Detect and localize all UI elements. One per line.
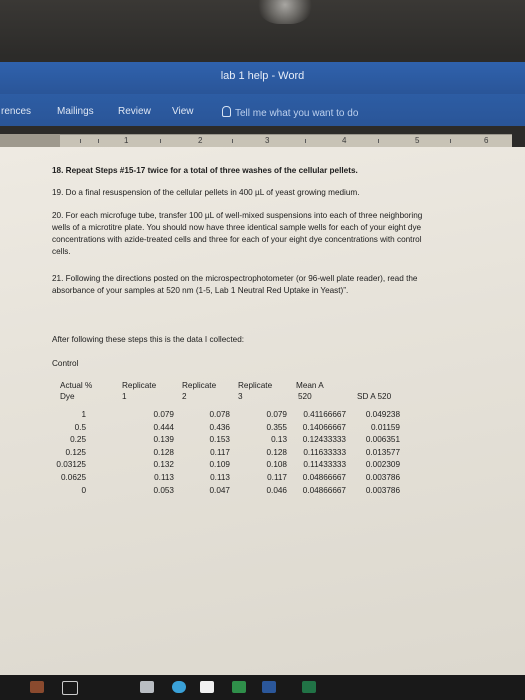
table-cell: 0.132 <box>153 460 174 470</box>
window-title: lab 1 help - Word <box>220 70 305 82</box>
step-20-line-2: wells of a microtitre plate. You should now have three identical sample wells for each of your eight dye <box>52 223 422 232</box>
step-21-line-1: 21. Following the directions posted on the microspectrophotometer (or 96-well plate reader), read the <box>52 274 418 283</box>
table-cell: 0.0625 <box>60 473 86 482</box>
table-cell: 0.04866667 <box>302 473 346 482</box>
table-cell: 0.03125 <box>56 460 86 470</box>
table-cell: 0.046 <box>266 485 287 495</box>
step-20-line-4: cells. <box>52 247 71 256</box>
table-cell: 0.444 <box>153 422 174 432</box>
table-cell: 0.113 <box>210 473 230 482</box>
store-icon[interactable] <box>232 681 246 693</box>
step-21-line-2: absorbance of your samples at 520 nm (1-5, Lab 1 Neutral Red Uptake in Yeast)”. <box>52 286 349 295</box>
edge-icon[interactable] <box>172 681 186 693</box>
table-cell: 0.12433333 <box>302 435 346 445</box>
start-icon[interactable] <box>30 681 44 693</box>
word-icon[interactable] <box>262 681 276 693</box>
ruler-tick <box>305 139 306 143</box>
table-cell: 0.003786 <box>365 473 400 482</box>
table-cell: 0 <box>81 485 86 495</box>
ruler-tick <box>160 139 161 143</box>
table-cell: 0.003786 <box>365 485 400 495</box>
header-sd: SD A 520 <box>357 392 392 401</box>
table-cell: 0.053 <box>153 485 174 495</box>
ruler-tick <box>98 139 99 143</box>
ruler-tick <box>450 139 451 143</box>
table-cell: 0.117 <box>210 447 230 457</box>
calendar-icon[interactable] <box>140 681 154 693</box>
ruler-mark: 2 <box>198 136 203 145</box>
table-cell: 0.047 <box>209 485 230 495</box>
ruler-mark: 1 <box>124 136 129 145</box>
step-20-line-1: 20. For each microfuge tube, transfer 100 µL of well-mixed suspensions into each of three neighboring <box>52 211 423 220</box>
table-cell: 0.01159 <box>371 422 400 432</box>
table-cell: 0.128 <box>153 447 174 457</box>
table-cell: 0.355 <box>266 422 287 432</box>
tell-me-text: Tell me what you want to do <box>235 108 359 119</box>
table-cell: 0.25 <box>70 435 86 445</box>
table-cell: 0.41166667 <box>303 410 346 419</box>
tab-mailings[interactable]: Mailings <box>57 106 94 117</box>
horizontal-ruler[interactable] <box>60 134 512 148</box>
tab-view[interactable]: View <box>172 106 194 117</box>
table-cell: 0.5 <box>74 422 86 432</box>
excel-icon[interactable] <box>302 681 316 693</box>
step-18: 18. Repeat Steps #15-17 twice for a total of three washes of the cellular pellets. <box>52 166 358 175</box>
table-cell: 0.04866667 <box>302 485 346 495</box>
table-cell: 0.13 <box>271 435 287 445</box>
table-cell: 0.128 <box>266 447 287 457</box>
ruler-mark: 6 <box>484 136 489 145</box>
table-cell: 0.153 <box>209 435 230 445</box>
table-cell: 0.079 <box>153 410 174 419</box>
step-19: 19. Do a final resuspension of the cellular pellets in 400 µL of yeast growing medium. <box>52 188 360 197</box>
header-actual-dye-1: Actual % <box>60 381 93 390</box>
task-view-icon[interactable] <box>62 681 78 695</box>
ruler-tick <box>80 139 81 143</box>
table-cell: 0.11633333 <box>303 447 346 457</box>
data-intro: After following these steps this is the data I collected: <box>52 335 245 344</box>
ruler-mark: 5 <box>415 136 420 145</box>
table-cell: 0.125 <box>65 447 86 457</box>
table-cell: 0.139 <box>153 435 174 445</box>
header-actual-dye-2: Dye <box>60 392 75 401</box>
table-cell: 0.436 <box>209 422 230 432</box>
header-mean-a: Mean A <box>296 381 324 390</box>
header-replicate-1-b: 1 <box>122 392 127 401</box>
table-cell: 0.109 <box>209 460 230 470</box>
ruler-mark: 3 <box>265 136 270 145</box>
table-cell: 1 <box>81 410 86 419</box>
lightbulb-icon <box>222 106 231 117</box>
section-control: Control <box>52 359 79 368</box>
step-20-line-3: concentrations with azide-treated cells and three for each of your eight dye concentrations with control <box>52 235 422 244</box>
tab-references[interactable]: rences <box>1 106 32 117</box>
table-cell: 0.14066667 <box>302 422 346 432</box>
header-replicate-2-b: 2 <box>182 392 187 401</box>
table-cell: 0.006351 <box>365 435 400 445</box>
tell-me-box[interactable] <box>222 106 358 119</box>
header-replicate-1-a: Replicate <box>122 381 157 390</box>
table-cell: 0.013577 <box>365 447 400 457</box>
table-cell: 0.002309 <box>365 460 400 470</box>
ruler-margin <box>0 134 60 147</box>
table-cell: 0.079 <box>266 410 287 419</box>
ruler-mark: 4 <box>342 136 347 145</box>
ruler-tick <box>232 139 233 143</box>
header-replicate-3-b: 3 <box>238 392 243 401</box>
table-cell: 0.108 <box>266 460 287 470</box>
table-cell: 0.049238 <box>365 410 400 419</box>
header-mean-b: 520 <box>298 392 312 401</box>
table-cell: 0.117 <box>267 473 287 482</box>
table-cell: 0.113 <box>154 473 174 482</box>
table-cell: 0.11433333 <box>303 460 346 470</box>
header-replicate-3-a: Replicate <box>238 381 273 390</box>
tab-review[interactable]: Review <box>118 106 151 117</box>
file-explorer-icon[interactable] <box>200 681 214 693</box>
ruler-tick <box>378 139 379 143</box>
table-cell: 0.078 <box>209 410 230 419</box>
header-replicate-2-a: Replicate <box>182 381 217 390</box>
